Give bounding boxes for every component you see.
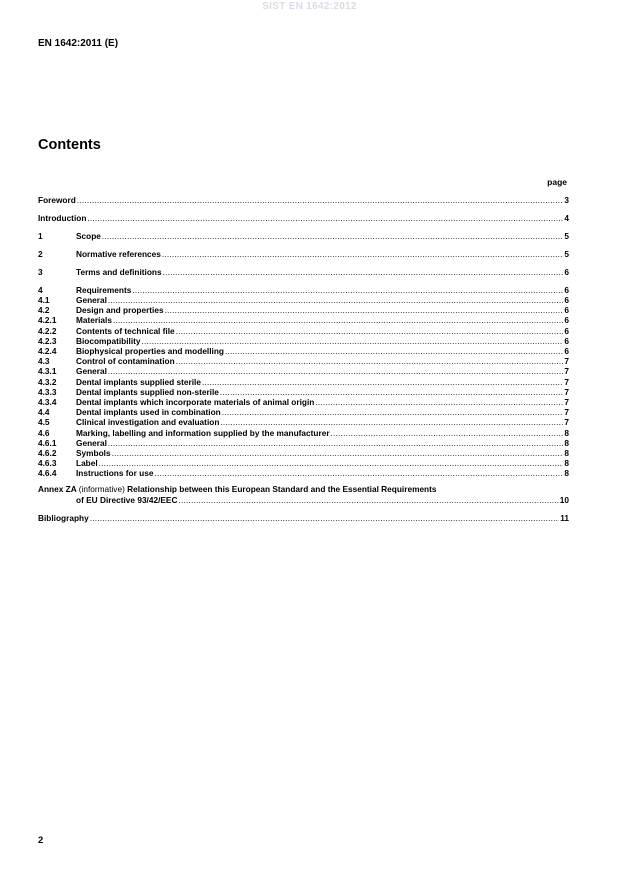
toc-entry-title: Contents of technical file	[76, 325, 175, 336]
toc-entry[interactable]	[38, 346, 569, 356]
toc-entry-page: 5	[564, 230, 569, 241]
toc-entry-page: 6	[564, 295, 569, 306]
toc-entry[interactable]	[38, 285, 569, 295]
leader-dots	[108, 438, 563, 448]
toc-entry-title: Dental implants supplied non-sterile	[76, 386, 219, 397]
toc-entry-title: Normative references	[76, 248, 161, 259]
leader-dots	[162, 249, 564, 259]
toc-entry-number: 4.6.4	[38, 468, 57, 479]
leader-dots	[112, 448, 564, 458]
annex-title-line2: of EU Directive 93/42/EEC	[76, 494, 178, 505]
watermark: SIST EN 1642:2012	[262, 1, 357, 12]
toc-entry-title: Terms and definitions	[76, 266, 162, 277]
toc-entry-number: 4.2.3	[38, 335, 57, 346]
leader-dots	[331, 428, 564, 438]
toc-entry-title: Dental implants used in combination	[76, 407, 221, 418]
toc-entry-page: 6	[564, 335, 569, 346]
toc-entry-title: Design and properties	[76, 305, 164, 316]
toc-entry-title: Marking, labelling and information supplied by the manufacturer	[76, 427, 330, 438]
leader-dots	[176, 356, 564, 366]
toc-entry[interactable]	[38, 249, 569, 259]
toc-entry-title: Dental implants which incorporate materials of animal origin	[76, 396, 315, 407]
toc-entry-page: 8	[564, 468, 569, 479]
leader-dots	[220, 387, 563, 397]
toc-entry[interactable]	[38, 336, 569, 346]
toc-entry-number: 4.2.4	[38, 346, 57, 357]
page-column-heading: page	[547, 177, 567, 187]
toc-entry-title: Instructions for use	[76, 468, 154, 479]
toc-entry-number: 3	[38, 266, 43, 277]
toc-entry-title: Clinical investigation and evaluation	[76, 417, 220, 428]
leader-dots	[163, 267, 564, 277]
toc-annex-entry[interactable]	[38, 484, 569, 504]
toc-entry-page: 7	[564, 407, 569, 418]
toc-bibliography-entry[interactable]	[38, 513, 569, 523]
toc-entry-number: 4.6.3	[38, 458, 57, 469]
toc-entry[interactable]	[38, 397, 569, 407]
toc-entry-page: 7	[564, 376, 569, 387]
toc-entry[interactable]	[38, 326, 569, 336]
toc-entry-number: 4.3	[38, 356, 50, 367]
toc-entry-page: 6	[564, 284, 569, 295]
toc-entry-title: Materials	[76, 315, 112, 326]
toc-entry-number: 4.3.2	[38, 376, 57, 387]
toc-entry-page: 6	[564, 325, 569, 336]
leader-dots	[99, 458, 564, 468]
toc-entry-title: Biophysical properties and modelling	[76, 346, 224, 357]
toc-entry[interactable]	[38, 295, 569, 305]
toc-entry-title: General	[76, 437, 107, 448]
annex-qualifier: (informative)	[78, 484, 125, 495]
toc-entry-page: 8	[564, 447, 569, 458]
leader-dots	[87, 213, 563, 223]
toc-entry-page: 7	[564, 396, 569, 407]
toc-entry-title: Requirements	[76, 284, 132, 295]
toc-entry[interactable]	[38, 356, 569, 366]
leader-dots	[108, 295, 563, 305]
toc-entry-page: 8	[564, 458, 569, 469]
table-of-contents	[38, 195, 569, 523]
toc-entry-page: 6	[564, 266, 569, 277]
page-title: Contents	[38, 137, 101, 153]
toc-entry-page: 6	[564, 305, 569, 316]
leader-dots	[132, 285, 563, 295]
bibliography-page: 11	[560, 512, 569, 523]
toc-entry[interactable]	[38, 377, 569, 387]
toc-entry-number: 2	[38, 248, 43, 259]
toc-entry-number: 4.6.1	[38, 437, 57, 448]
toc-entry-page: 7	[564, 417, 569, 428]
annex-title-line1: Relationship between this European Standard and the Essential Requirements	[127, 484, 437, 495]
toc-entry-number: 4.6.2	[38, 447, 57, 458]
leader-dots	[202, 377, 563, 387]
toc-entry-title: Control of contamination	[76, 356, 175, 367]
toc-entry[interactable]	[38, 195, 569, 205]
toc-entry-page: 6	[564, 315, 569, 326]
toc-entry-title: Introduction	[38, 212, 87, 223]
toc-entry[interactable]	[38, 305, 569, 315]
toc-entry-title: General	[76, 366, 107, 377]
toc-entry[interactable]	[38, 428, 569, 438]
leader-dots	[222, 407, 564, 417]
toc-entry-title: Symbols	[76, 447, 111, 458]
toc-entry[interactable]	[38, 468, 569, 478]
leader-dots	[225, 346, 563, 356]
toc-entry-page: 3	[564, 194, 569, 205]
toc-entry-title: General	[76, 295, 107, 306]
leader-dots	[142, 336, 564, 346]
toc-entry-number: 4.2	[38, 305, 50, 316]
toc-entry-title: Foreword	[38, 194, 76, 205]
toc-entry-number: 4.3.1	[38, 366, 57, 377]
toc-entry-number: 4.5	[38, 417, 50, 428]
toc-entry-number: 1	[38, 230, 43, 241]
toc-entry[interactable]	[38, 407, 569, 417]
toc-entry-page: 7	[564, 366, 569, 377]
toc-entry-number: 4.1	[38, 295, 50, 306]
toc-entry-number: 4.4	[38, 407, 50, 418]
toc-entry-number: 4.2.1	[38, 315, 57, 326]
toc-entry-page: 6	[564, 346, 569, 357]
toc-entry[interactable]	[38, 438, 569, 448]
toc-entry[interactable]	[38, 448, 569, 458]
leader-dots	[176, 326, 564, 336]
toc-entry-number: 4.6	[38, 427, 50, 438]
toc-entry[interactable]	[38, 417, 569, 427]
toc-entry-number: 4	[38, 284, 43, 295]
toc-entry[interactable]	[38, 315, 569, 325]
leader-dots	[315, 397, 563, 407]
bibliography-label: Bibliography	[38, 512, 89, 523]
toc-entry-title: Scope	[76, 230, 101, 241]
toc-entry-title: Dental implants supplied sterile	[76, 376, 201, 387]
toc-entry-page: 8	[564, 427, 569, 438]
toc-entry-number: 4.3.4	[38, 396, 57, 407]
annex-label: Annex ZA	[38, 484, 77, 495]
toc-entry-page: 7	[564, 386, 569, 397]
toc-entry[interactable]	[38, 366, 569, 376]
toc-entry[interactable]	[38, 213, 569, 223]
leader-dots	[165, 305, 564, 315]
toc-entry[interactable]	[38, 458, 569, 468]
annex-page: 10	[559, 494, 569, 505]
leader-dots	[108, 366, 563, 376]
toc-entry-title: Label	[76, 458, 98, 469]
toc-entry-number: 4.3.3	[38, 386, 57, 397]
toc-entry[interactable]	[38, 267, 569, 277]
leader-dots	[178, 495, 558, 505]
leader-dots	[77, 195, 564, 205]
document-id: EN 1642:2011 (E)	[38, 38, 119, 49]
toc-entry[interactable]	[38, 387, 569, 397]
toc-entry-page: 4	[564, 212, 569, 223]
toc-entry-page: 7	[564, 356, 569, 367]
toc-entry[interactable]	[38, 231, 569, 241]
leader-dots	[102, 231, 563, 241]
footer-page-number: 2	[38, 835, 44, 846]
toc-entry-number: 4.2.2	[38, 325, 57, 336]
leader-dots	[220, 417, 563, 427]
leader-dots	[113, 315, 563, 325]
toc-entry-title: Biocompatibility	[76, 335, 141, 346]
toc-entry-page: 5	[564, 248, 569, 259]
leader-dots	[154, 468, 563, 478]
toc-entry-page: 8	[564, 437, 569, 448]
leader-dots	[90, 513, 560, 523]
